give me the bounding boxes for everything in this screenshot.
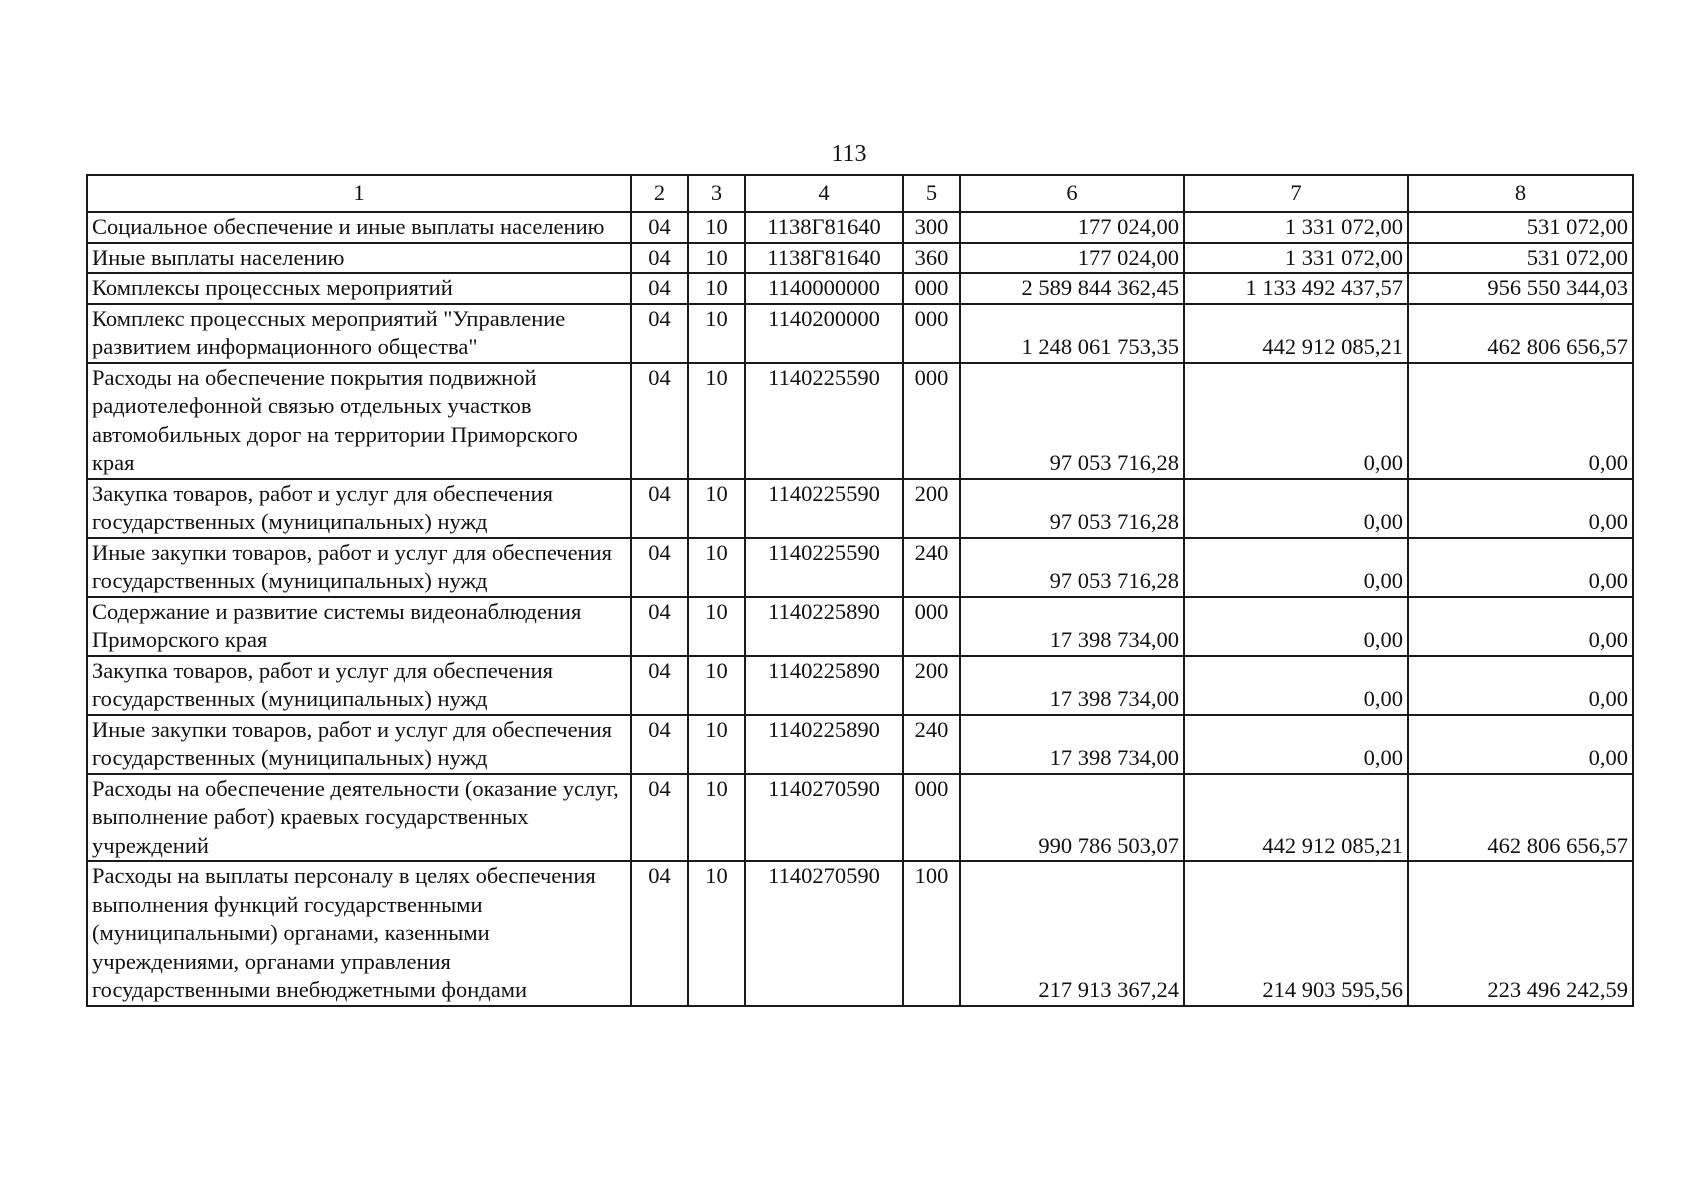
amount-col6-cell: 17 398 734,00 — [960, 597, 1184, 656]
section-code-cell: 04 — [631, 273, 688, 304]
amount-col6-cell: 17 398 734,00 — [960, 656, 1184, 715]
amount-col6-cell: 17 398 734,00 — [960, 715, 1184, 774]
amount-col7-cell: 0,00 — [1184, 363, 1408, 479]
subsection-code-cell: 10 — [688, 538, 745, 597]
column-header: 3 — [688, 175, 745, 212]
amount-col8-cell: 0,00 — [1408, 363, 1633, 479]
subsection-code-cell: 10 — [688, 479, 745, 538]
table-row — [87, 363, 1633, 479]
subsection-code-cell: 10 — [688, 304, 745, 363]
table-row — [87, 273, 1633, 304]
amount-col8-cell: 0,00 — [1408, 538, 1633, 597]
subsection-code-cell: 10 — [688, 715, 745, 774]
table-row — [87, 538, 1633, 597]
target-article-cell: 1140000000 — [745, 273, 903, 304]
item-name-cell: Социальное обеспечение и иные выплаты населению — [87, 212, 631, 243]
section-code-cell: 04 — [631, 212, 688, 243]
amount-col7-cell: 0,00 — [1184, 479, 1408, 538]
expense-type-cell: 240 — [903, 715, 960, 774]
amount-col6-cell: 97 053 716,28 — [960, 363, 1184, 479]
amount-col8-cell: 531 072,00 — [1408, 243, 1633, 274]
target-article-cell: 1140225890 — [745, 715, 903, 774]
subsection-code-cell: 10 — [688, 861, 745, 1006]
amount-col6-cell: 177 024,00 — [960, 243, 1184, 274]
item-name-cell: Комплекс процессных мероприятий "Управление развитием информационного общества" — [87, 304, 631, 363]
table-row — [87, 243, 1633, 274]
table-header-row — [87, 175, 1633, 212]
amount-col6-cell: 177 024,00 — [960, 212, 1184, 243]
subsection-code-cell: 10 — [688, 212, 745, 243]
amount-col7-cell: 1 133 492 437,57 — [1184, 273, 1408, 304]
target-article-cell: 1140225590 — [745, 363, 903, 479]
item-name-cell: Расходы на выплаты персоналу в целях обеспечения выполнения функций государственными (муниципальными) органами, казенными учреждениями, органами управления государственными внебюджетными фондами — [87, 861, 631, 1006]
amount-col7-cell: 0,00 — [1184, 656, 1408, 715]
target-article-cell: 1140225590 — [745, 538, 903, 597]
target-article-cell: 1140225890 — [745, 656, 903, 715]
item-name-cell: Содержание и развитие системы видеонаблюдения Приморского края — [87, 597, 631, 656]
subsection-code-cell: 10 — [688, 273, 745, 304]
section-code-cell: 04 — [631, 538, 688, 597]
target-article-cell: 1140225890 — [745, 597, 903, 656]
item-name-cell: Иные выплаты населению — [87, 243, 631, 274]
amount-col8-cell: 223 496 242,59 — [1408, 861, 1633, 1006]
item-name-cell: Расходы на обеспечение деятельности (оказание услуг, выполнение работ) краевых государственных учреждений — [87, 774, 631, 862]
amount-col8-cell: 462 806 656,57 — [1408, 774, 1633, 862]
amount-col8-cell: 0,00 — [1408, 656, 1633, 715]
amount-col6-cell: 1 248 061 753,35 — [960, 304, 1184, 363]
amount-col6-cell: 990 786 503,07 — [960, 774, 1184, 862]
item-name-cell: Комплексы процессных мероприятий — [87, 273, 631, 304]
section-code-cell: 04 — [631, 479, 688, 538]
column-header: 8 — [1408, 175, 1633, 212]
target-article-cell: 1138Г81640 — [745, 212, 903, 243]
amount-col8-cell: 0,00 — [1408, 479, 1633, 538]
target-article-cell: 1138Г81640 — [745, 243, 903, 274]
table-row — [87, 715, 1633, 774]
item-name-cell: Иные закупки товаров, работ и услуг для обеспечения государственных (муниципальных) нужд — [87, 538, 631, 597]
amount-col7-cell: 0,00 — [1184, 715, 1408, 774]
column-header: 4 — [745, 175, 903, 212]
target-article-cell: 1140200000 — [745, 304, 903, 363]
expense-type-cell: 360 — [903, 243, 960, 274]
amount-col7-cell: 0,00 — [1184, 597, 1408, 656]
amount-col8-cell: 462 806 656,57 — [1408, 304, 1633, 363]
table-row — [87, 774, 1633, 862]
subsection-code-cell: 10 — [688, 363, 745, 479]
amount-col6-cell: 2 589 844 362,45 — [960, 273, 1184, 304]
section-code-cell: 04 — [631, 363, 688, 479]
amount-col8-cell: 0,00 — [1408, 597, 1633, 656]
column-header: 7 — [1184, 175, 1408, 212]
page-number: 113 — [831, 141, 867, 167]
table-row — [87, 861, 1633, 1006]
section-code-cell: 04 — [631, 861, 688, 1006]
subsection-code-cell: 10 — [688, 243, 745, 274]
table-row — [87, 597, 1633, 656]
expense-type-cell: 200 — [903, 656, 960, 715]
expense-type-cell: 000 — [903, 774, 960, 862]
section-code-cell: 04 — [631, 774, 688, 862]
subsection-code-cell: 10 — [688, 774, 745, 862]
target-article-cell: 1140270590 — [745, 861, 903, 1006]
amount-col6-cell: 217 913 367,24 — [960, 861, 1184, 1006]
amount-col7-cell: 442 912 085,21 — [1184, 304, 1408, 363]
table-row — [87, 212, 1633, 243]
item-name-cell: Иные закупки товаров, работ и услуг для обеспечения государственных (муниципальных) нужд — [87, 715, 631, 774]
subsection-code-cell: 10 — [688, 597, 745, 656]
column-header: 6 — [960, 175, 1184, 212]
table-row — [87, 304, 1633, 363]
expense-type-cell: 000 — [903, 597, 960, 656]
amount-col8-cell: 531 072,00 — [1408, 212, 1633, 243]
expense-type-cell: 300 — [903, 212, 960, 243]
amount-col6-cell: 97 053 716,28 — [960, 538, 1184, 597]
section-code-cell: 04 — [631, 304, 688, 363]
expense-type-cell: 000 — [903, 304, 960, 363]
item-name-cell: Закупка товаров, работ и услуг для обеспечения государственных (муниципальных) нужд — [87, 479, 631, 538]
amount-col7-cell: 0,00 — [1184, 538, 1408, 597]
section-code-cell: 04 — [631, 656, 688, 715]
target-article-cell: 1140270590 — [745, 774, 903, 862]
section-code-cell: 04 — [631, 243, 688, 274]
amount-col7-cell: 442 912 085,21 — [1184, 774, 1408, 862]
column-header: 2 — [631, 175, 688, 212]
section-code-cell: 04 — [631, 597, 688, 656]
table-row — [87, 656, 1633, 715]
amount-col8-cell: 956 550 344,03 — [1408, 273, 1633, 304]
expense-type-cell: 000 — [903, 363, 960, 479]
subsection-code-cell: 10 — [688, 656, 745, 715]
column-header: 1 — [87, 175, 631, 212]
expense-type-cell: 200 — [903, 479, 960, 538]
table-row — [87, 479, 1633, 538]
amount-col8-cell: 0,00 — [1408, 715, 1633, 774]
amount-col6-cell: 97 053 716,28 — [960, 479, 1184, 538]
section-code-cell: 04 — [631, 715, 688, 774]
expense-type-cell: 240 — [903, 538, 960, 597]
expense-type-cell: 100 — [903, 861, 960, 1006]
item-name-cell: Закупка товаров, работ и услуг для обеспечения государственных (муниципальных) нужд — [87, 656, 631, 715]
amount-col7-cell: 214 903 595,56 — [1184, 861, 1408, 1006]
budget-table — [86, 174, 1634, 1007]
column-header: 5 — [903, 175, 960, 212]
target-article-cell: 1140225590 — [745, 479, 903, 538]
expense-type-cell: 000 — [903, 273, 960, 304]
amount-col7-cell: 1 331 072,00 — [1184, 243, 1408, 274]
amount-col7-cell: 1 331 072,00 — [1184, 212, 1408, 243]
item-name-cell: Расходы на обеспечение покрытия подвижной радиотелефонной связью отдельных участков автомобильных дорог на территории Приморского края — [87, 363, 631, 479]
